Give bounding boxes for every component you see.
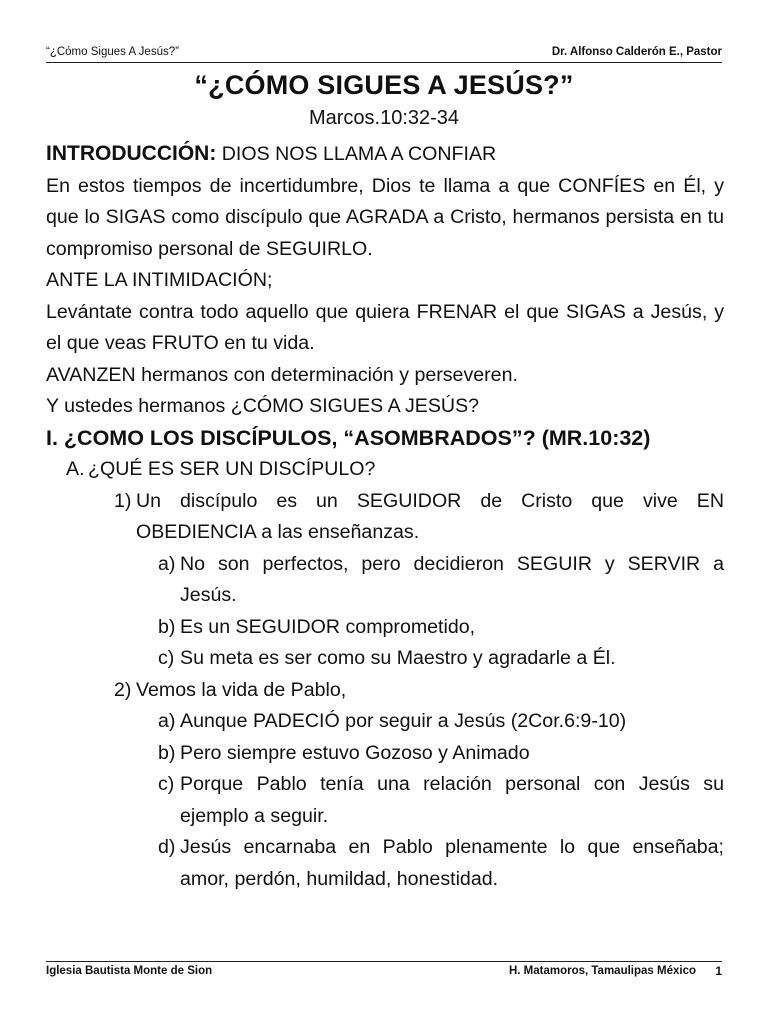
- paragraph: AVANZEN hermanos con determinación y perseveren.: [46, 363, 518, 386]
- outline-marker: b): [158, 615, 176, 638]
- introduction-line: [46, 138, 724, 171]
- outline-subitem: [46, 549, 724, 612]
- outline-item-A: [46, 454, 724, 486]
- header-author: Dr. Alfonso Calderón E., Pastor: [551, 46, 722, 58]
- paragraph: Levántate contra todo aquello que quiera FRENAR el que SIGAS a Jesús, y el que veas FRUTO en tu vida.: [46, 300, 724, 354]
- page-number: 1: [715, 964, 722, 978]
- sermon-body: [46, 138, 724, 895]
- outline-marker: A.: [66, 458, 85, 480]
- introduction-label: INTRODUCCIÓN:: [46, 142, 217, 165]
- page-header: [46, 44, 722, 63]
- outline-text: Pero siempre estuvo Gozoso y Animado: [180, 741, 530, 764]
- introduction-text: DIOS NOS LLAMA A CONFIAR: [216, 143, 497, 165]
- outline-text: Aunque PADECIÓ por seguir a Jesús (2Cor.6:9-10): [180, 710, 627, 732]
- outline-text: Jesús encarnaba en Pablo plenamente lo que enseñaba; amor, perdón, humildad, honestidad.: [180, 836, 724, 890]
- outline-subitem: [46, 643, 724, 675]
- outline-subitem: [46, 612, 724, 644]
- scripture-reference: Marcos.10:32-34: [308, 107, 460, 129]
- outline-marker: b): [158, 741, 176, 764]
- paragraph: ANTE LA INTIMIDACIÓN;: [46, 269, 273, 291]
- outline-text: Su meta es ser como su Maestro y agradarle a Él.: [180, 647, 616, 669]
- page-footer: [46, 961, 722, 982]
- outline-subitem: [46, 706, 724, 738]
- outline-text: Porque Pablo tenía una relación personal con Jesús su ejemplo a seguir.: [180, 773, 724, 827]
- outline-text: Es un SEGUIDOR comprometido,: [180, 615, 476, 638]
- outline-marker: 1): [114, 489, 132, 512]
- outline-item-2: [46, 675, 724, 707]
- outline-marker: a): [158, 552, 176, 575]
- outline-text: ¿QUÉ ES SER UN DISCÍPULO?: [88, 458, 376, 480]
- outline-item-1: [46, 486, 724, 549]
- outline-marker: 2): [114, 678, 132, 701]
- outline-text: Un discípulo es un SEGUIDOR de Cristo que vive EN OBEDIENCIA a las enseñanzas.: [136, 489, 724, 543]
- outline-marker: d): [158, 836, 176, 858]
- paragraph: Y ustedes hermanos ¿CÓMO SIGUES A JESÚS?: [46, 395, 480, 417]
- outline-subitem: [46, 832, 724, 895]
- paragraph: En estos tiempos de incertidumbre, Dios te llama a que CONFÍES en Él, y que lo SIGAS como discípulo que AGRADA a Cristo, hermanos persista en tu compromiso personal de SEGUIRLO.: [46, 174, 724, 260]
- outline-text: No son perfectos, pero decidieron SEGUIR y SERVIR a Jesús.: [180, 552, 724, 606]
- outline-subitem: [46, 769, 724, 832]
- footer-location: H. Matamoros, Tamaulipas México: [508, 965, 696, 977]
- header-title: “¿Cómo Sigues A Jesús?”: [46, 46, 179, 58]
- section-heading: I. ¿COMO LOS DISCÍPULOS, “ASOMBRADOS”? (MR.10:32): [46, 425, 651, 450]
- footer-church: Iglesia Bautista Monte de Sion: [46, 965, 213, 977]
- outline-marker: a): [158, 710, 176, 732]
- outline-text: Vemos la vida de Pablo,: [136, 678, 347, 701]
- sermon-title: “¿CÓMO SIGUES A JESÚS?”: [194, 70, 574, 100]
- outline-marker: c): [158, 647, 175, 669]
- outline-marker: c): [158, 773, 175, 795]
- outline-subitem: [46, 738, 724, 770]
